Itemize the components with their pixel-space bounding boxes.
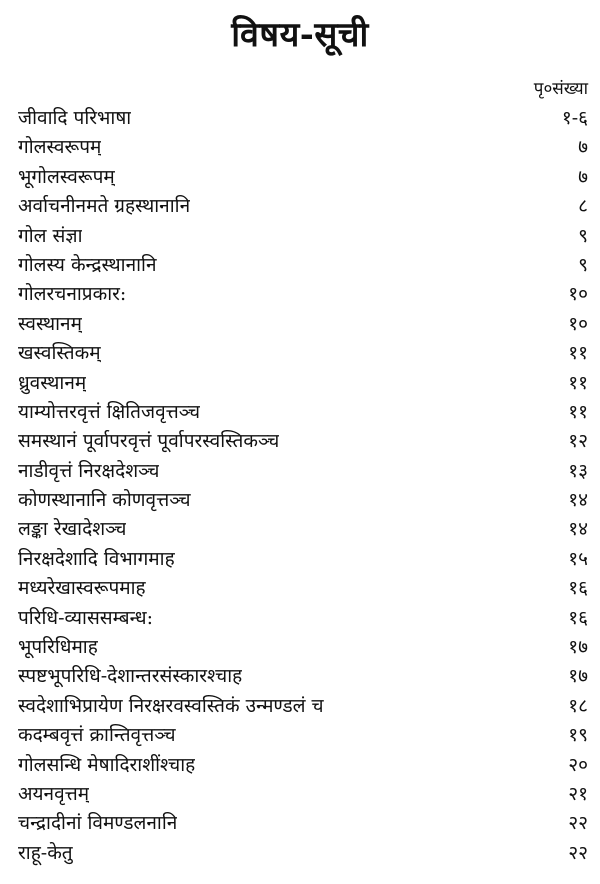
toc-entry xyxy=(18,574,588,603)
toc-entry-title: मध्यरेखास्वरूपमाह xyxy=(18,577,146,600)
toc-entry-page-number: २१ xyxy=(568,782,588,805)
toc-entry-page-number: ९ xyxy=(578,224,588,247)
toc-entry-title: राहू-केतु xyxy=(18,841,73,864)
toc-entry-page-number: १४ xyxy=(568,489,588,512)
toc-entry xyxy=(18,780,588,809)
toc-entry-page-number: ८ xyxy=(578,195,588,218)
toc-entry-title: गोलस्वरूपम् xyxy=(18,136,102,159)
toc-entry-page-number: ९ xyxy=(578,253,588,276)
toc-entry-title: गोलस्य केन्द्रस्थानानि xyxy=(18,253,157,276)
toc-entry-title: अर्वाचनीनमते ग्रहस्थानानि xyxy=(18,195,191,218)
toc-entry-title: परिधि-व्याससम्बन्ध: xyxy=(18,606,154,629)
toc-entry-page-number: १-६ xyxy=(561,107,588,129)
toc-entry-title: ध्रुवस्थानम् xyxy=(18,371,87,394)
toc-entry-title: याम्योत्तरवृत्तं क्षितिजवृत्तञ्च xyxy=(18,400,201,423)
page-number-column-header: पृ०संख्या xyxy=(533,79,588,99)
toc-entry-page-number: १८ xyxy=(568,694,588,717)
toc-entry-title: समस्थानं पूर्वापरवृत्तं पूर्वापरस्वस्तिकञ्च xyxy=(18,430,280,453)
toc-entry xyxy=(18,104,588,133)
toc-entry xyxy=(18,310,588,339)
page-title: विषय-सूची xyxy=(231,15,369,55)
toc-entry xyxy=(18,251,588,280)
toc-entry xyxy=(18,457,588,486)
toc-entry xyxy=(18,662,588,691)
toc-entry-title: कदम्बवृत्तं क्रान्तिवृत्तञ्च xyxy=(18,724,176,747)
toc-entry-page-number: १२ xyxy=(568,430,588,453)
toc-entry xyxy=(18,809,588,838)
toc-entry-page-number: २२ xyxy=(568,841,588,864)
toc-entry-title: भूगोलस्वरूपम् xyxy=(18,165,115,188)
toc-entry xyxy=(18,398,588,427)
toc-entry-title: गोल संज्ञा xyxy=(18,224,83,247)
toc-entry-title: खस्वस्तिकम् xyxy=(18,342,101,365)
toc-entry-page-number: १४ xyxy=(568,518,588,541)
toc-entry xyxy=(18,133,588,162)
toc-entry-page-number: १९ xyxy=(568,724,588,747)
toc-entry-title: नाडीवृत्तं निरक्षदेशञ्च xyxy=(18,459,160,482)
toc-entry xyxy=(18,515,588,544)
toc-entry-title: अयनवृत्तम् xyxy=(18,782,90,805)
toc-entry-page-number: ११ xyxy=(568,342,588,365)
toc-entry-page-number: १० xyxy=(568,283,588,306)
toc-entry xyxy=(18,339,588,368)
toc-entry xyxy=(18,163,588,192)
toc-entry-page-number: १० xyxy=(568,312,588,335)
toc-entry-title: गोलरचनाप्रकार: xyxy=(18,283,127,306)
table-of-contents xyxy=(18,104,588,868)
toc-entry-title: गोलसन्धि मेषादिराशींश्चाह xyxy=(18,753,196,776)
toc-entry xyxy=(18,192,588,221)
toc-entry-title: कोणस्थानानि कोणवृत्तञ्च xyxy=(18,489,191,512)
toc-entry-page-number: ७ xyxy=(578,165,588,188)
toc-entry xyxy=(18,692,588,721)
toc-entry-title: स्पष्टभूपरिधि-देशान्तरसंस्कारश्चाह xyxy=(18,665,243,688)
toc-entry-page-number: ११ xyxy=(568,400,588,423)
toc-entry-title: जीवादि परिभाषा xyxy=(18,107,132,129)
toc-entry xyxy=(18,839,588,868)
toc-entry-page-number: १३ xyxy=(568,459,588,482)
toc-entry-page-number: १७ xyxy=(568,636,588,659)
toc-entry xyxy=(18,721,588,750)
toc-entry-title: स्वस्थानम् xyxy=(18,312,82,335)
toc-entry xyxy=(18,545,588,574)
toc-entry-title: चन्द्रादीनां विमण्डलनानि xyxy=(18,812,178,835)
toc-entry xyxy=(18,633,588,662)
toc-entry xyxy=(18,280,588,309)
toc-entry xyxy=(18,604,588,633)
toc-entry-title: निरक्षदेशादि विभागमाह xyxy=(18,547,175,570)
toc-entry xyxy=(18,751,588,780)
toc-entry-title: स्वदेशाभिप्रायेण निरक्षरवस्वस्तिकं उन्मण्डलं च xyxy=(18,694,324,717)
toc-entry-page-number: २२ xyxy=(568,812,588,835)
toc-entry-page-number: ७ xyxy=(578,136,588,159)
toc-entry xyxy=(18,369,588,398)
toc-entry-page-number: १६ xyxy=(568,606,588,629)
toc-entry-title: लङ्का रेखादेशञ्च xyxy=(18,518,127,541)
toc-entry xyxy=(18,427,588,456)
toc-entry-page-number: ११ xyxy=(568,371,588,394)
toc-entry-page-number: १६ xyxy=(568,577,588,600)
toc-entry-page-number: १७ xyxy=(568,665,588,688)
toc-entry-page-number: २० xyxy=(568,753,588,776)
toc-entry-title: भूपरिधिमाह xyxy=(18,636,98,659)
toc-entry xyxy=(18,222,588,251)
toc-entry xyxy=(18,486,588,515)
toc-entry-page-number: १५ xyxy=(568,547,588,570)
